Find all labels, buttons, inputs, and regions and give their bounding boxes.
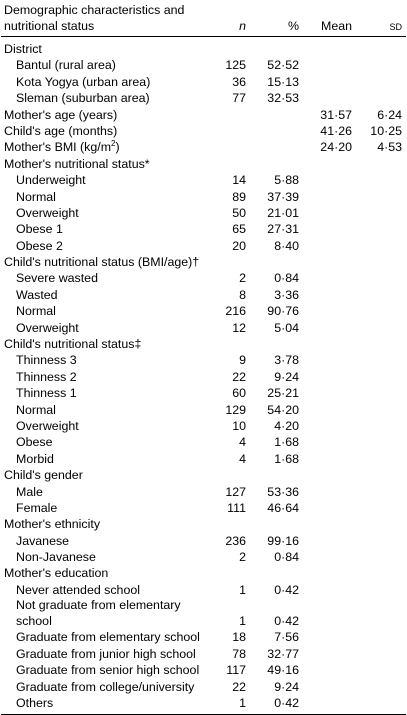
row-label <box>1 221 206 237</box>
header-row <box>1 3 406 37</box>
section-row <box>1 254 406 270</box>
section-row <box>1 566 406 582</box>
cell-sd <box>358 238 406 254</box>
cell-mean <box>303 156 358 172</box>
cell-sd <box>358 402 406 418</box>
cell-percent: 32·77 <box>267 646 299 661</box>
cell-n <box>206 37 252 58</box>
table-row <box>1 287 406 303</box>
cell-n: 60 <box>232 386 246 401</box>
table-row <box>1 74 406 90</box>
cell-sd <box>358 418 406 434</box>
row-label-text: District <box>4 41 42 56</box>
table-row <box>1 435 406 451</box>
table-row <box>1 58 406 74</box>
table-row <box>1 402 406 418</box>
header-label-line1: Demographic characteristics and <box>4 3 185 17</box>
row-label <box>1 598 206 629</box>
row-label-text: Wasted <box>16 287 58 302</box>
cell-n: 50 <box>232 205 246 220</box>
row-label-text: Normal <box>16 189 56 204</box>
row-label-text: Kota Yogya (urban area) <box>16 74 151 89</box>
section-label <box>1 517 206 533</box>
row-label-text: Others <box>16 696 54 711</box>
header-characteristics <box>1 3 206 37</box>
cell-mean <box>303 598 358 629</box>
cell-sd <box>358 517 406 533</box>
cell-percent: 5·88 <box>274 173 299 188</box>
row-label-text: Female <box>16 500 58 515</box>
table-row <box>1 271 406 287</box>
cell-mean <box>303 402 358 418</box>
table-row <box>1 353 406 369</box>
row-label <box>1 435 206 451</box>
row-label-text: Child's gender <box>4 468 83 483</box>
row-label-text: Never attended school <box>16 582 140 597</box>
section-label <box>1 467 206 483</box>
row-label <box>1 418 206 434</box>
cell-mean <box>303 90 358 106</box>
row-label <box>1 385 206 401</box>
cell-sd <box>358 254 406 270</box>
row-label <box>1 271 206 287</box>
table-row <box>1 533 406 549</box>
cell-sd <box>358 467 406 483</box>
cell-sd <box>358 582 406 598</box>
cell-mean <box>303 37 358 58</box>
table-row <box>1 385 406 401</box>
row-label-text: Thinness 1 <box>16 386 77 401</box>
row-label-text: Normal <box>16 402 56 417</box>
cell-n: 20 <box>232 238 246 253</box>
cell-mean <box>303 533 358 549</box>
row-label-suffix: ) <box>115 140 120 155</box>
section-label <box>1 107 206 123</box>
cell-mean <box>303 695 358 714</box>
cell-mean <box>303 646 358 662</box>
table-row <box>1 238 406 254</box>
cell-n <box>206 156 252 172</box>
table-row <box>1 598 406 629</box>
cell-n: 111 <box>227 500 246 515</box>
cell-percent: 4·20 <box>274 418 299 433</box>
cell-mean <box>303 418 358 434</box>
cell-mean <box>303 303 358 319</box>
section-row <box>1 37 406 58</box>
row-label <box>1 484 206 500</box>
row-label-text: Underweight <box>16 173 86 188</box>
cell-percent: 52·52 <box>267 58 299 73</box>
cell-mean <box>303 205 358 221</box>
table-header <box>1 3 406 37</box>
table-row <box>1 630 406 646</box>
table-body <box>1 37 406 714</box>
cell-sd <box>358 172 406 188</box>
cell-percent: 8·40 <box>274 238 299 253</box>
cell-mean <box>303 566 358 582</box>
row-label-text: Graduate from elementary school <box>16 630 200 645</box>
cell-n: 1 <box>206 695 252 714</box>
cell-percent: 0·42 <box>274 614 299 629</box>
cell-mean <box>303 582 358 598</box>
cell-percent: 90·76 <box>267 304 299 319</box>
table-row <box>1 303 406 319</box>
section-row <box>1 517 406 533</box>
cell-n: 1 <box>239 614 246 629</box>
header-n: n <box>206 3 252 37</box>
cell-percent <box>252 140 303 156</box>
cell-percent: 49·16 <box>267 663 299 678</box>
row-label-text: Mother's BMI (kg/m <box>4 140 112 155</box>
cell-n <box>206 107 252 123</box>
cell-mean <box>303 500 358 516</box>
cell-mean <box>303 451 358 467</box>
row-label-text: Obese 2 <box>16 238 63 253</box>
cell-mean: 31·57 <box>320 107 352 122</box>
row-label <box>1 369 206 385</box>
cell-n: 129 <box>225 402 246 417</box>
cell-sd <box>358 58 406 74</box>
row-label <box>1 172 206 188</box>
row-label-superscript: 2 <box>111 139 116 149</box>
cell-mean <box>303 238 358 254</box>
section-label <box>1 254 206 270</box>
cell-mean <box>303 435 358 451</box>
cell-sd <box>358 205 406 221</box>
section-label <box>1 566 206 582</box>
row-label-text: Male <box>16 484 43 499</box>
cell-n <box>206 336 252 352</box>
table-row <box>1 418 406 434</box>
row-label <box>1 58 206 74</box>
row-label <box>1 451 206 467</box>
cell-mean: 41·26 <box>320 123 352 138</box>
cell-percent: 0·84 <box>274 550 299 565</box>
cell-sd <box>358 37 406 58</box>
cell-mean <box>303 287 358 303</box>
table-row <box>1 695 406 714</box>
cell-sd <box>358 679 406 695</box>
cell-percent <box>252 107 303 123</box>
cell-percent: 0·42 <box>274 582 299 597</box>
cell-sd <box>358 662 406 678</box>
table-row <box>1 90 406 106</box>
cell-sd <box>358 646 406 662</box>
row-label <box>1 320 206 336</box>
cell-percent <box>252 517 303 533</box>
row-label-text: Mother's nutritional status* <box>4 156 150 171</box>
cell-sd <box>358 598 406 629</box>
cell-n: 1 <box>239 582 246 597</box>
header-sd: sd <box>358 3 406 37</box>
cell-n: 8 <box>239 287 246 302</box>
cell-n: 9 <box>239 353 246 368</box>
table-row <box>1 172 406 188</box>
cell-n: 236 <box>225 533 246 548</box>
cell-n: 4 <box>239 435 246 450</box>
cell-n: 216 <box>225 304 246 319</box>
table-row <box>1 484 406 500</box>
cell-percent: 32·53 <box>267 91 299 106</box>
row-label-text: Thinness 3 <box>16 353 77 368</box>
cell-mean <box>303 320 358 336</box>
cell-percent: 5·04 <box>274 320 299 335</box>
row-label <box>1 630 206 646</box>
row-label <box>1 695 206 714</box>
row-label-text: Non-Javanese <box>16 550 96 565</box>
cell-sd <box>358 353 406 369</box>
cell-mean: 24·20 <box>320 140 352 155</box>
cell-sd <box>358 189 406 205</box>
row-label-text: Child's age (months) <box>4 123 118 138</box>
cell-mean <box>303 74 358 90</box>
cell-n: 2 <box>239 550 246 565</box>
cell-n: 22 <box>232 679 246 694</box>
cell-percent <box>252 37 303 58</box>
cell-n: 22 <box>232 369 246 384</box>
cell-mean <box>303 679 358 695</box>
row-label <box>1 646 206 662</box>
cell-mean <box>303 254 358 270</box>
cell-n: 89 <box>232 189 246 204</box>
section-label <box>1 156 206 172</box>
cell-percent <box>252 254 303 270</box>
row-label-text: Graduate from senior high school <box>16 663 200 678</box>
section-row <box>1 107 406 123</box>
row-label <box>1 500 206 516</box>
cell-percent: 27·31 <box>267 222 299 237</box>
section-row <box>1 467 406 483</box>
cell-sd <box>358 156 406 172</box>
cell-sd: 6·24 <box>377 107 402 122</box>
cell-mean <box>303 336 358 352</box>
cell-n: 65 <box>232 222 246 237</box>
cell-sd <box>358 549 406 565</box>
cell-percent: 3·78 <box>274 353 299 368</box>
row-label <box>1 533 206 549</box>
cell-sd <box>358 303 406 319</box>
cell-sd <box>358 90 406 106</box>
demographics-table-container <box>1 3 406 715</box>
cell-sd <box>358 484 406 500</box>
row-label-text: Mother's age (years) <box>4 107 118 122</box>
row-label-text: Mother's education <box>4 566 109 581</box>
row-label <box>1 402 206 418</box>
cell-mean <box>303 369 358 385</box>
section-row <box>1 336 406 352</box>
cell-mean <box>303 189 358 205</box>
cell-mean <box>303 385 358 401</box>
cell-mean <box>303 353 358 369</box>
row-label <box>1 287 206 303</box>
cell-mean <box>303 221 358 237</box>
row-label <box>1 90 206 106</box>
row-label-text: Sleman (suburban area) <box>16 91 150 106</box>
cell-sd <box>358 385 406 401</box>
cell-n <box>206 254 252 270</box>
cell-percent: 3·36 <box>274 287 299 302</box>
row-label <box>1 549 206 565</box>
row-label-text: Mother's ethnicity <box>4 517 101 532</box>
cell-sd <box>358 336 406 352</box>
cell-sd <box>358 566 406 582</box>
cell-percent <box>252 123 303 139</box>
row-label-text: Bantul (rural area) <box>16 58 116 73</box>
cell-n <box>206 517 252 533</box>
cell-mean <box>303 662 358 678</box>
cell-percent <box>252 467 303 483</box>
cell-mean <box>303 271 358 287</box>
table-row <box>1 582 406 598</box>
cell-percent: 99·16 <box>267 533 299 548</box>
cell-n: 78 <box>232 646 246 661</box>
cell-mean <box>303 172 358 188</box>
cell-n: 4 <box>239 451 246 466</box>
row-label-text: Overweight <box>16 320 79 335</box>
table-row <box>1 646 406 662</box>
table-row <box>1 189 406 205</box>
row-label-text: Morbid <box>16 451 54 466</box>
cell-mean <box>303 630 358 646</box>
cell-sd <box>358 630 406 646</box>
cell-percent: 0·84 <box>274 271 299 286</box>
cell-percent: 21·01 <box>267 205 299 220</box>
cell-percent: 7·56 <box>274 630 299 645</box>
table-row <box>1 451 406 467</box>
cell-n: 127 <box>225 484 246 499</box>
header-percent: % <box>252 3 303 37</box>
row-label-text: Javanese <box>16 533 70 548</box>
cell-n: 12 <box>232 320 246 335</box>
row-label-text: Graduate from college/university <box>16 679 195 694</box>
cell-mean <box>303 549 358 565</box>
row-label <box>1 662 206 678</box>
cell-mean <box>303 517 358 533</box>
cell-percent: 53·36 <box>267 484 299 499</box>
cell-percent <box>252 156 303 172</box>
row-label-text: Child's nutritional status‡ <box>4 337 142 352</box>
cell-n <box>206 140 252 156</box>
row-label-text: Not graduate from elementary school <box>16 598 181 629</box>
cell-sd <box>358 533 406 549</box>
row-label-text: Severe wasted <box>16 271 98 286</box>
cell-sd <box>358 500 406 516</box>
table-row <box>1 662 406 678</box>
cell-percent: 37·39 <box>267 189 299 204</box>
cell-sd <box>358 435 406 451</box>
cell-sd <box>358 271 406 287</box>
row-label-text: Obese <box>16 435 53 450</box>
cell-n: 10 <box>232 418 246 433</box>
section-row <box>1 156 406 172</box>
cell-sd <box>358 320 406 336</box>
cell-n: 2 <box>239 271 246 286</box>
cell-percent: 1·68 <box>274 451 299 466</box>
cell-n: 125 <box>225 58 246 73</box>
row-label <box>1 189 206 205</box>
cell-percent: 9·24 <box>274 679 299 694</box>
header-label-line2: nutritional status <box>4 18 95 33</box>
section-label <box>1 123 206 139</box>
row-label-text: Normal <box>16 304 56 319</box>
cell-sd: 10·25 <box>370 123 402 138</box>
row-label-text: Child's nutritional status (BMI/age)† <box>4 255 200 270</box>
cell-percent: 1·68 <box>274 435 299 450</box>
cell-sd <box>358 695 406 714</box>
cell-percent: 25·21 <box>267 386 299 401</box>
cell-n <box>206 467 252 483</box>
row-label <box>1 679 206 695</box>
row-label-text: Overweight <box>16 205 79 220</box>
cell-sd <box>358 369 406 385</box>
row-label-text: Graduate from junior high school <box>16 646 196 661</box>
cell-mean <box>303 58 358 74</box>
cell-sd <box>358 451 406 467</box>
section-label <box>1 37 206 58</box>
cell-n: 77 <box>232 91 246 106</box>
section-label <box>1 140 206 156</box>
row-label <box>1 238 206 254</box>
row-label <box>1 205 206 221</box>
section-label <box>1 336 206 352</box>
cell-n <box>206 566 252 582</box>
section-row <box>1 123 406 139</box>
row-label <box>1 303 206 319</box>
cell-sd <box>358 221 406 237</box>
table-row <box>1 205 406 221</box>
cell-n <box>206 123 252 139</box>
cell-mean <box>303 484 358 500</box>
cell-n: 14 <box>232 173 246 188</box>
section-row <box>1 140 406 156</box>
cell-percent: 46·64 <box>267 500 299 515</box>
row-label <box>1 74 206 90</box>
cell-percent: 15·13 <box>267 74 299 89</box>
row-label-text: Thinness 2 <box>16 369 77 384</box>
row-label-text: Overweight <box>16 418 79 433</box>
cell-percent: 54·20 <box>267 402 299 417</box>
table-row <box>1 500 406 516</box>
table-row <box>1 549 406 565</box>
header-mean: Mean <box>303 3 358 37</box>
cell-n: 36 <box>232 74 246 89</box>
table-row <box>1 369 406 385</box>
demographics-table <box>1 3 406 715</box>
cell-sd: 4·53 <box>377 140 402 155</box>
table-row <box>1 221 406 237</box>
cell-mean <box>303 467 358 483</box>
row-label <box>1 353 206 369</box>
cell-percent: 9·24 <box>274 369 299 384</box>
cell-sd <box>358 287 406 303</box>
cell-sd <box>358 74 406 90</box>
table-row <box>1 320 406 336</box>
cell-percent: 0·42 <box>252 695 303 714</box>
cell-percent <box>252 566 303 582</box>
row-label <box>1 582 206 598</box>
cell-n: 117 <box>226 663 246 678</box>
table-row <box>1 679 406 695</box>
cell-percent <box>252 336 303 352</box>
row-label-text: Obese 1 <box>16 222 63 237</box>
cell-n: 18 <box>232 630 246 645</box>
